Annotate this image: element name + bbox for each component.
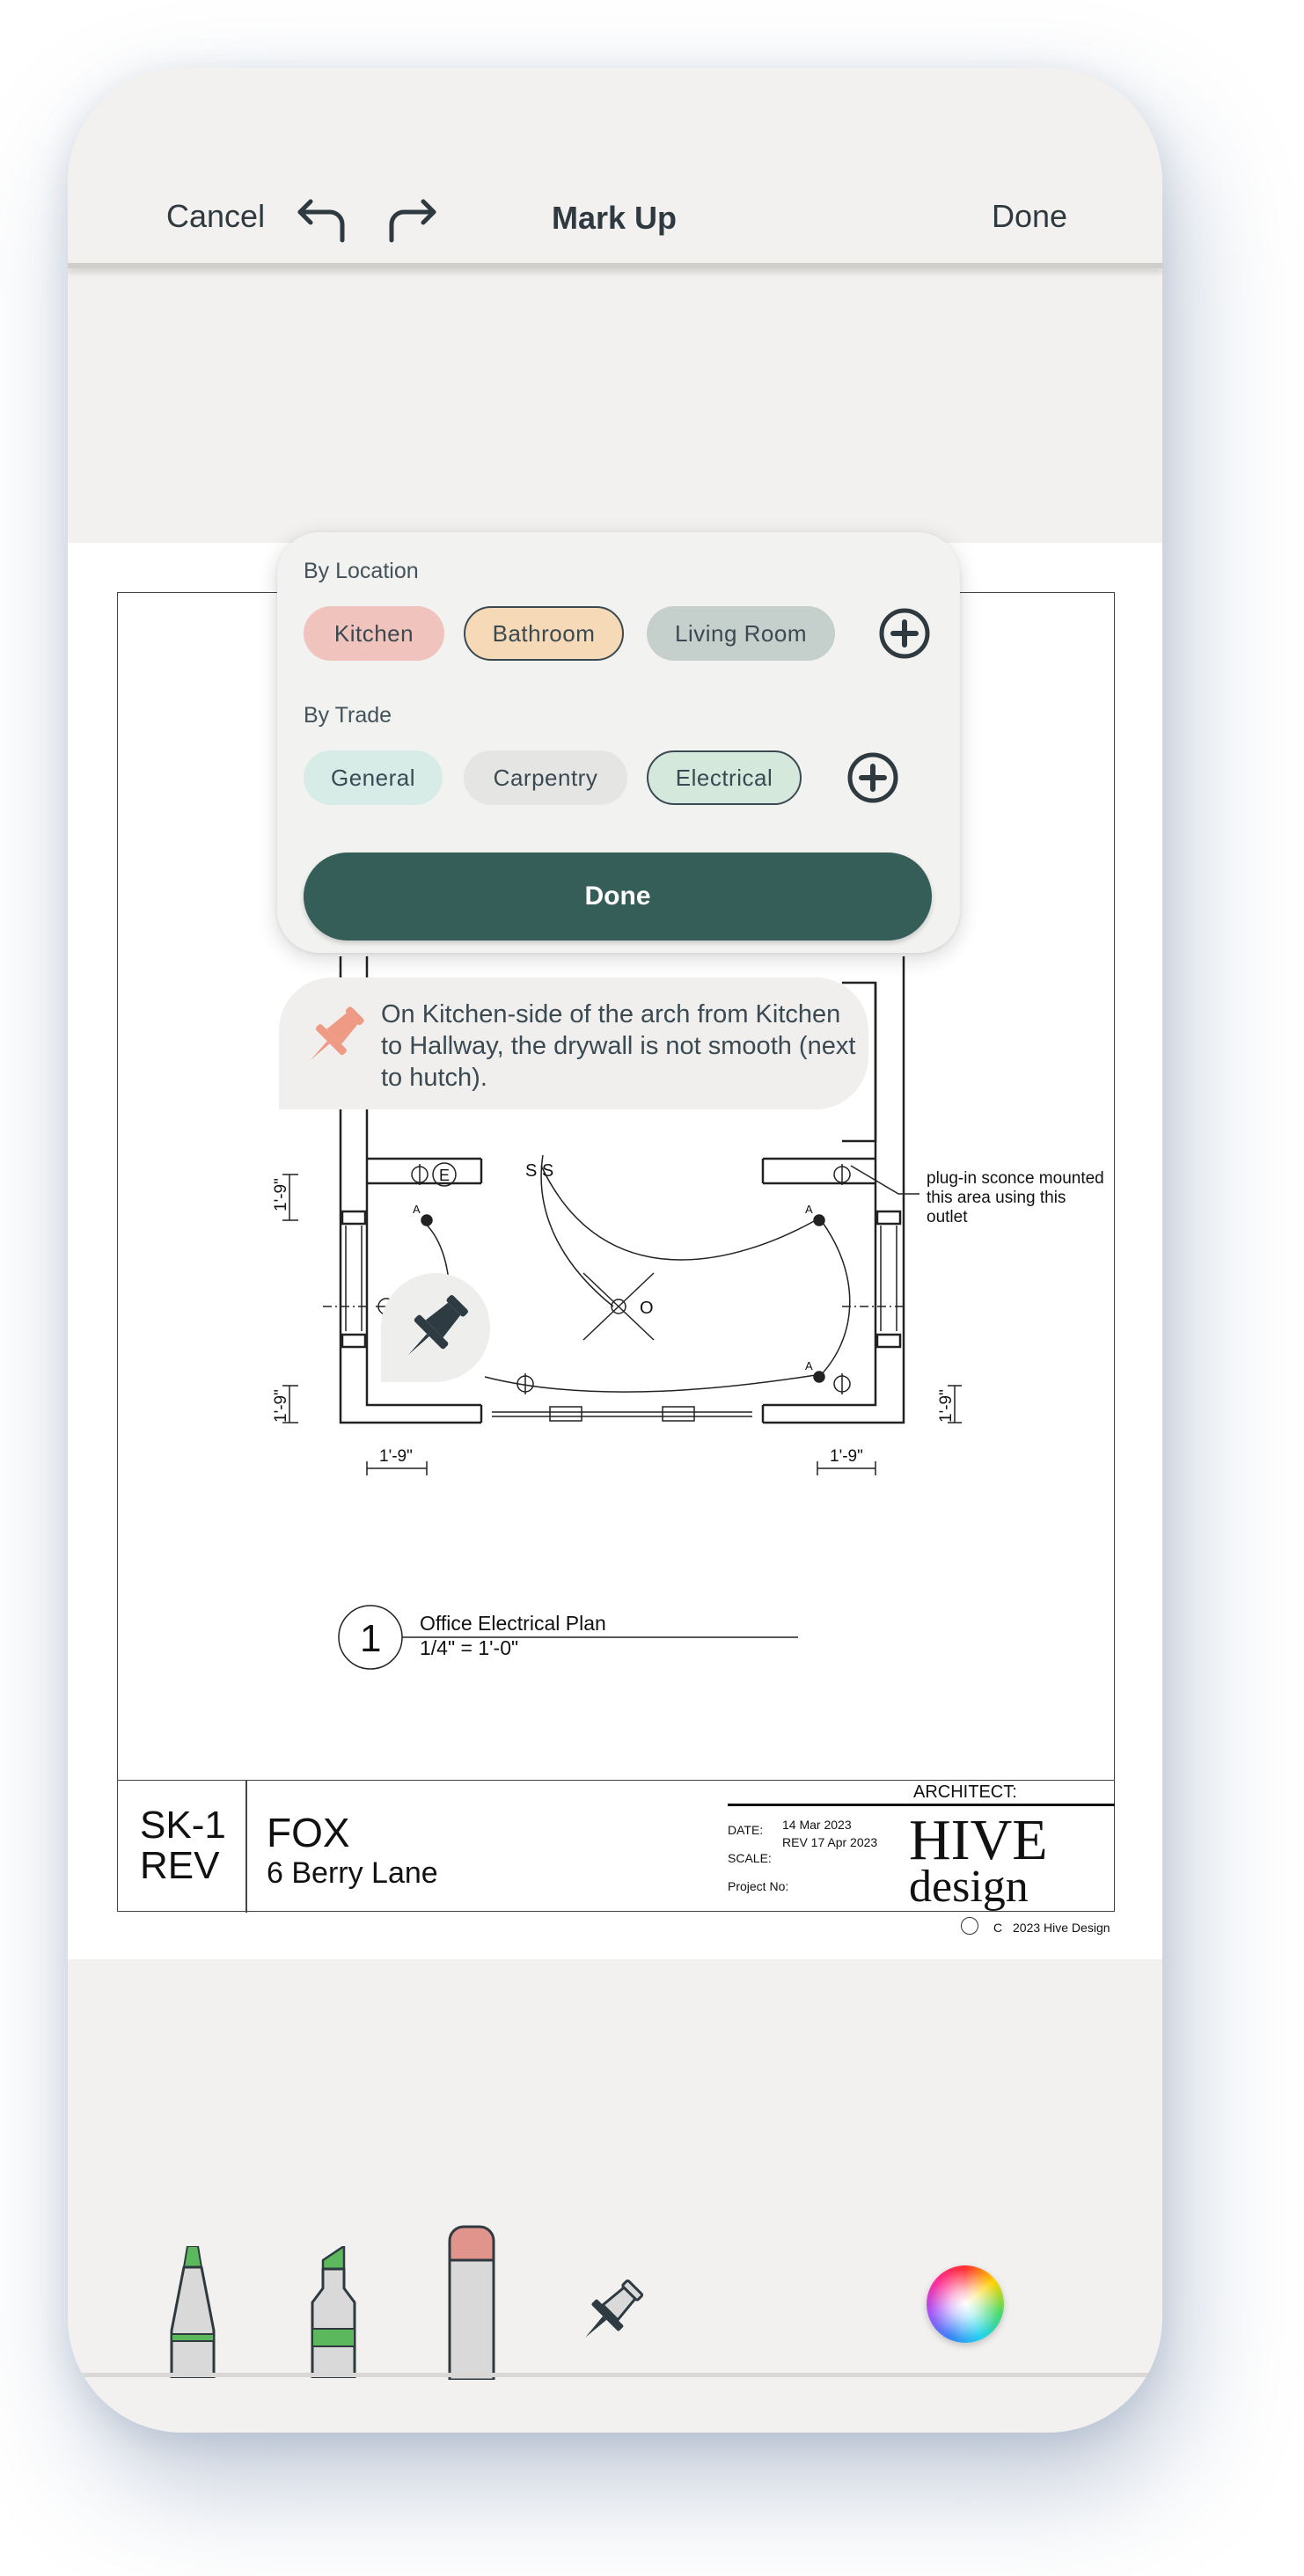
done-button[interactable]: Done (992, 198, 1068, 234)
eraser-tool-icon[interactable] (444, 2221, 499, 2380)
drawing-annotation-line3: outlet (927, 1208, 968, 1226)
color-picker-icon[interactable] (927, 2265, 1004, 2343)
tag-popover (277, 532, 960, 953)
location-section-label: By Location (304, 559, 419, 583)
project-address: 6 Berry Lane (267, 1856, 438, 1890)
pin-marker[interactable] (381, 1273, 490, 1382)
tool-tray-divider (68, 2373, 1162, 2377)
sconce-label-a3: A (805, 1359, 813, 1372)
title-block (117, 1780, 1115, 1913)
dimension-label: 1'-9" (379, 1447, 413, 1466)
pin-tool-icon[interactable] (568, 2267, 656, 2355)
sheet-revision: REV (140, 1844, 220, 1887)
receptacle-e-label: E (439, 1167, 451, 1184)
drawing-annotation-line1: plug-in sconce mounted (927, 1169, 1104, 1188)
title-block-divider (245, 1781, 247, 1913)
tag-chip-general[interactable]: General (304, 750, 443, 805)
plan-title: Office Electrical Plan (420, 1612, 606, 1635)
dimension-label: 1'-9" (830, 1447, 863, 1466)
plan-scale: 1/4" = 1'-0" (420, 1636, 519, 1659)
dimension-label: 1'-9" (272, 1389, 290, 1423)
sheet-number-value: SK-1 (140, 1804, 226, 1847)
dimension-label: 1'-9" (937, 1389, 956, 1423)
sconce-label-a2: A (805, 1203, 813, 1216)
architect-rule (728, 1804, 1115, 1806)
add-location-icon[interactable] (877, 606, 932, 661)
architect-label: ARCHITECT: (913, 1782, 1017, 1802)
trade-section-label: By Trade (304, 703, 392, 728)
marker-tool-icon[interactable] (311, 2246, 363, 2378)
undo-arrow-icon[interactable] (295, 189, 351, 245)
markup-toolbar (68, 68, 1162, 265)
plan-number: 1 (360, 1617, 382, 1660)
page-title: Mark Up (552, 200, 678, 236)
revision-date: REV 17 Apr 2023 (782, 1835, 878, 1849)
sheet-number (140, 1805, 226, 1886)
architect-logo-line2: design (909, 1862, 1029, 1912)
date-value: 14 Mar 2023 (782, 1818, 852, 1832)
popover-done-button[interactable]: Done (304, 853, 932, 940)
phone-frame (68, 68, 1162, 2433)
tag-chip-living-room[interactable]: Living Room (647, 606, 835, 661)
pushpin-icon (381, 1273, 490, 1382)
copyright-c: C (993, 1921, 1003, 1935)
dimension-label: 1'-9" (272, 1178, 290, 1211)
pushpin-icon (297, 997, 374, 1074)
tag-chip-carpentry[interactable]: Carpentry (464, 750, 627, 805)
switch-label: S S (525, 1161, 554, 1181)
note-text: On Kitchen-side of the arch from Kitchen to Hallway, the drywall is not smooth (next to hutch). (381, 1000, 856, 1092)
pen-tool-icon[interactable] (166, 2246, 219, 2378)
add-trade-icon[interactable] (846, 750, 900, 805)
sconce-label-a1: A (413, 1203, 421, 1216)
client-name: FOX (267, 1810, 350, 1855)
cancel-button[interactable]: Cancel (166, 198, 266, 234)
architect-logo-line1: HIVE (909, 1808, 1048, 1872)
redo-arrow-icon[interactable] (383, 189, 439, 245)
date-label: DATE: (728, 1823, 764, 1837)
scale-label: SCALE: (728, 1851, 772, 1865)
copyright-circle (961, 1917, 978, 1935)
drawing-annotation-line2: this area using this (927, 1189, 1066, 1207)
tag-chip-bathroom[interactable]: Bathroom (464, 606, 624, 661)
tag-chip-electrical[interactable]: Electrical (647, 750, 802, 805)
copyright-text: 2023 Hive Design (1013, 1921, 1110, 1935)
toolbar-divider (68, 263, 1162, 268)
tag-chip-kitchen[interactable]: Kitchen (304, 606, 444, 661)
project-number-label: Project No: (728, 1879, 789, 1893)
note-bubble[interactable] (279, 977, 868, 1109)
fixture-label: O (640, 1299, 654, 1318)
